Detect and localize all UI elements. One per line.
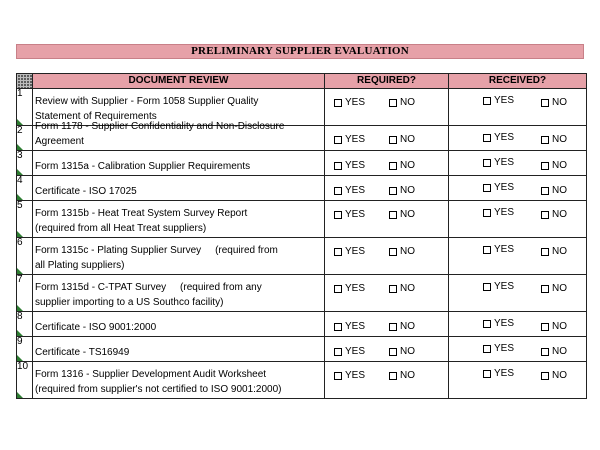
table-row xyxy=(17,126,587,151)
document-line-1: Form 1178 - Supplier Confidentiality and Non-Disclosure xyxy=(35,121,285,132)
table-row xyxy=(17,176,587,201)
received-no-checkbox[interactable] xyxy=(541,247,567,257)
yes-label: YES xyxy=(345,97,366,108)
yes-label: YES xyxy=(345,370,366,381)
yes-label: YES xyxy=(494,343,515,354)
document-line-2: all Plating suppliers) xyxy=(35,259,125,271)
no-label: NO xyxy=(552,209,567,220)
checkbox-icon xyxy=(389,348,397,356)
no-label: NO xyxy=(552,185,567,196)
document-line-1: Form 1315c - Plating Supplier Survey (required from xyxy=(35,245,278,256)
checkbox-icon xyxy=(389,187,397,195)
document-line-2: supplier importing to a US Southco facility) xyxy=(35,296,224,308)
checkbox-icon xyxy=(334,285,342,293)
no-label: NO xyxy=(400,97,415,108)
required-yes-checkbox[interactable] xyxy=(334,322,365,332)
row-number: 1 xyxy=(17,89,33,126)
table-row xyxy=(17,151,587,176)
required-yes-checkbox[interactable] xyxy=(334,186,365,196)
required-cell xyxy=(325,89,449,126)
received-yes-checkbox[interactable] xyxy=(483,319,514,329)
required-yes-checkbox[interactable] xyxy=(334,371,365,381)
checkbox-icon xyxy=(483,283,491,291)
checkbox-icon xyxy=(334,211,342,219)
no-label: NO xyxy=(400,185,415,196)
no-label: NO xyxy=(552,160,567,171)
checkbox-icon xyxy=(483,134,491,142)
checkbox-icon xyxy=(389,248,397,256)
header-corner xyxy=(17,74,33,89)
checkbox-icon xyxy=(334,323,342,331)
required-no-checkbox[interactable] xyxy=(389,284,415,294)
no-label: NO xyxy=(400,160,415,171)
checkbox-icon xyxy=(389,211,397,219)
document-line-2: Statement of Requirements xyxy=(35,110,157,122)
checkbox-icon xyxy=(541,187,549,195)
required-yes-checkbox[interactable] xyxy=(334,210,365,220)
required-yes-checkbox[interactable] xyxy=(334,135,365,145)
checkbox-icon xyxy=(389,372,397,380)
yes-label: YES xyxy=(494,95,515,106)
checkbox-icon xyxy=(483,159,491,167)
received-cell xyxy=(449,151,587,176)
no-label: NO xyxy=(552,246,567,257)
row-number: 3 xyxy=(17,151,33,176)
document-description xyxy=(33,151,325,176)
received-yes-checkbox[interactable] xyxy=(483,282,514,292)
table-row xyxy=(17,337,587,362)
checkbox-icon xyxy=(541,323,549,331)
no-label: NO xyxy=(400,283,415,294)
checkbox-icon xyxy=(483,345,491,353)
received-cell xyxy=(449,362,587,399)
table-row xyxy=(17,238,587,275)
checkbox-icon xyxy=(541,248,549,256)
yes-label: YES xyxy=(345,346,366,357)
document-line-2: (required from supplier's not certified to ISO 9001:2000) xyxy=(35,383,282,395)
no-label: NO xyxy=(552,283,567,294)
required-no-checkbox[interactable] xyxy=(389,322,415,332)
document-description xyxy=(33,337,325,362)
table-row xyxy=(17,312,587,337)
checkbox-icon xyxy=(483,370,491,378)
checkbox-icon xyxy=(334,136,342,144)
table-row xyxy=(17,201,587,238)
yes-label: YES xyxy=(345,209,366,220)
received-cell xyxy=(449,126,587,151)
yes-label: YES xyxy=(494,157,515,168)
yes-label: YES xyxy=(494,318,515,329)
required-cell xyxy=(325,176,449,201)
no-label: NO xyxy=(552,134,567,145)
document-description xyxy=(33,312,325,337)
received-yes-checkbox[interactable] xyxy=(483,183,514,193)
no-label: NO xyxy=(400,134,415,145)
received-cell xyxy=(449,176,587,201)
required-yes-checkbox[interactable] xyxy=(334,284,365,294)
received-no-checkbox[interactable] xyxy=(541,322,567,332)
row-number: 10 xyxy=(17,362,33,399)
checkbox-icon xyxy=(483,246,491,254)
received-yes-checkbox[interactable] xyxy=(483,96,514,106)
no-label: NO xyxy=(400,209,415,220)
yes-label: YES xyxy=(494,207,515,218)
document-description xyxy=(33,362,325,399)
received-no-checkbox[interactable] xyxy=(541,284,567,294)
checkbox-icon xyxy=(389,323,397,331)
document-line-1: Certificate - TS16949 xyxy=(35,346,130,358)
yes-label: YES xyxy=(345,160,366,171)
document-description xyxy=(33,176,325,201)
checkbox-icon xyxy=(334,248,342,256)
document-description xyxy=(33,201,325,238)
checkbox-icon xyxy=(483,320,491,328)
received-cell xyxy=(449,275,587,312)
checkbox-icon xyxy=(334,187,342,195)
yes-label: YES xyxy=(345,185,366,196)
received-no-checkbox[interactable] xyxy=(541,371,567,381)
no-label: NO xyxy=(400,321,415,332)
no-label: NO xyxy=(552,370,567,381)
required-yes-checkbox[interactable] xyxy=(334,161,365,171)
checkbox-icon xyxy=(483,209,491,217)
checkbox-icon xyxy=(334,99,342,107)
yes-label: YES xyxy=(494,244,515,255)
yes-label: YES xyxy=(494,182,515,193)
document-line-1: Form 1315a - Calibration Supplier Requirements xyxy=(35,160,251,172)
required-no-checkbox[interactable] xyxy=(389,247,415,257)
yes-label: YES xyxy=(345,283,366,294)
required-no-checkbox[interactable] xyxy=(389,98,415,108)
checkbox-icon xyxy=(483,97,491,105)
required-cell xyxy=(325,275,449,312)
yes-label: YES xyxy=(494,132,515,143)
required-no-checkbox[interactable] xyxy=(389,210,415,220)
received-yes-checkbox[interactable] xyxy=(483,208,514,218)
required-yes-checkbox[interactable] xyxy=(334,247,365,257)
document-line-1: Form 1315d - C-TPAT Survey (required from any xyxy=(35,282,262,293)
received-yes-checkbox[interactable] xyxy=(483,245,514,255)
row-number: 7 xyxy=(17,275,33,312)
required-cell xyxy=(325,238,449,275)
required-cell xyxy=(325,337,449,362)
yes-label: YES xyxy=(345,134,366,145)
received-cell xyxy=(449,312,587,337)
table-row xyxy=(17,362,587,399)
received-cell xyxy=(449,238,587,275)
received-cell xyxy=(449,89,587,126)
no-label: NO xyxy=(552,97,567,108)
document-line-2: Agreement xyxy=(35,135,84,147)
required-no-checkbox[interactable] xyxy=(389,186,415,196)
no-label: NO xyxy=(400,370,415,381)
received-no-checkbox[interactable] xyxy=(541,135,567,145)
no-label: NO xyxy=(552,321,567,332)
document-line-1: Certificate - ISO 17025 xyxy=(35,185,137,197)
header-required: REQUIRED? xyxy=(325,74,449,89)
header-document-review: DOCUMENT REVIEW xyxy=(33,74,325,89)
row-number: 4 xyxy=(17,176,33,201)
checkbox-icon xyxy=(483,184,491,192)
received-no-checkbox[interactable] xyxy=(541,161,567,171)
row-number: 2 xyxy=(17,126,33,151)
row-number: 9 xyxy=(17,337,33,362)
header-received: RECEIVED? xyxy=(449,74,587,89)
received-yes-checkbox[interactable] xyxy=(483,369,514,379)
received-no-checkbox[interactable] xyxy=(541,210,567,220)
document-line-2: (required from all Heat Treat suppliers) xyxy=(35,222,207,234)
checkbox-icon xyxy=(389,162,397,170)
row-number: 8 xyxy=(17,312,33,337)
checkbox-icon xyxy=(541,372,549,380)
document-description xyxy=(33,121,325,151)
received-no-checkbox[interactable] xyxy=(541,347,567,357)
yes-label: YES xyxy=(345,246,366,257)
document-description xyxy=(33,275,325,312)
table-row xyxy=(17,275,587,312)
checkbox-icon xyxy=(389,136,397,144)
checkbox-icon xyxy=(334,372,342,380)
checkbox-icon xyxy=(541,136,549,144)
checkbox-icon xyxy=(389,99,397,107)
required-no-checkbox[interactable] xyxy=(389,347,415,357)
received-cell xyxy=(449,201,587,238)
row-number: 5 xyxy=(17,201,33,238)
received-yes-checkbox[interactable] xyxy=(483,344,514,354)
required-cell xyxy=(325,362,449,399)
form-title: PRELIMINARY SUPPLIER EVALUATION xyxy=(16,44,584,59)
required-cell xyxy=(325,151,449,176)
yes-label: YES xyxy=(494,368,515,379)
document-line-1: Form 1315b - Heat Treat System Survey Report xyxy=(35,208,248,219)
received-no-checkbox[interactable] xyxy=(541,98,567,108)
received-cell xyxy=(449,337,587,362)
document-line-1: Form 1316 - Supplier Development Audit Worksheet xyxy=(35,369,267,380)
yes-label: YES xyxy=(494,281,515,292)
required-yes-checkbox[interactable] xyxy=(334,98,365,108)
row-number: 6 xyxy=(17,238,33,275)
document-line-1: Certificate - ISO 9001:2000 xyxy=(35,321,157,333)
required-yes-checkbox[interactable] xyxy=(334,347,365,357)
checkbox-icon xyxy=(389,285,397,293)
checkbox-icon xyxy=(541,162,549,170)
checkbox-icon xyxy=(541,285,549,293)
required-no-checkbox[interactable] xyxy=(389,371,415,381)
checkbox-icon xyxy=(334,348,342,356)
received-yes-checkbox[interactable] xyxy=(483,133,514,143)
checkbox-icon xyxy=(541,348,549,356)
checkbox-icon xyxy=(541,211,549,219)
no-label: NO xyxy=(400,346,415,357)
no-label: NO xyxy=(552,346,567,357)
required-no-checkbox[interactable] xyxy=(389,161,415,171)
required-cell xyxy=(325,201,449,238)
checkbox-icon xyxy=(334,162,342,170)
received-no-checkbox[interactable] xyxy=(541,186,567,196)
required-cell xyxy=(325,126,449,151)
document-line-1: Review with Supplier - Form 1058 Supplier Quality xyxy=(35,96,259,107)
required-cell xyxy=(325,312,449,337)
document-description xyxy=(33,238,325,275)
table-header-row xyxy=(17,74,587,89)
checkbox-icon xyxy=(541,99,549,107)
required-no-checkbox[interactable] xyxy=(389,135,415,145)
no-label: NO xyxy=(400,246,415,257)
supplier-evaluation-table xyxy=(16,73,587,399)
yes-label: YES xyxy=(345,321,366,332)
received-yes-checkbox[interactable] xyxy=(483,158,514,168)
